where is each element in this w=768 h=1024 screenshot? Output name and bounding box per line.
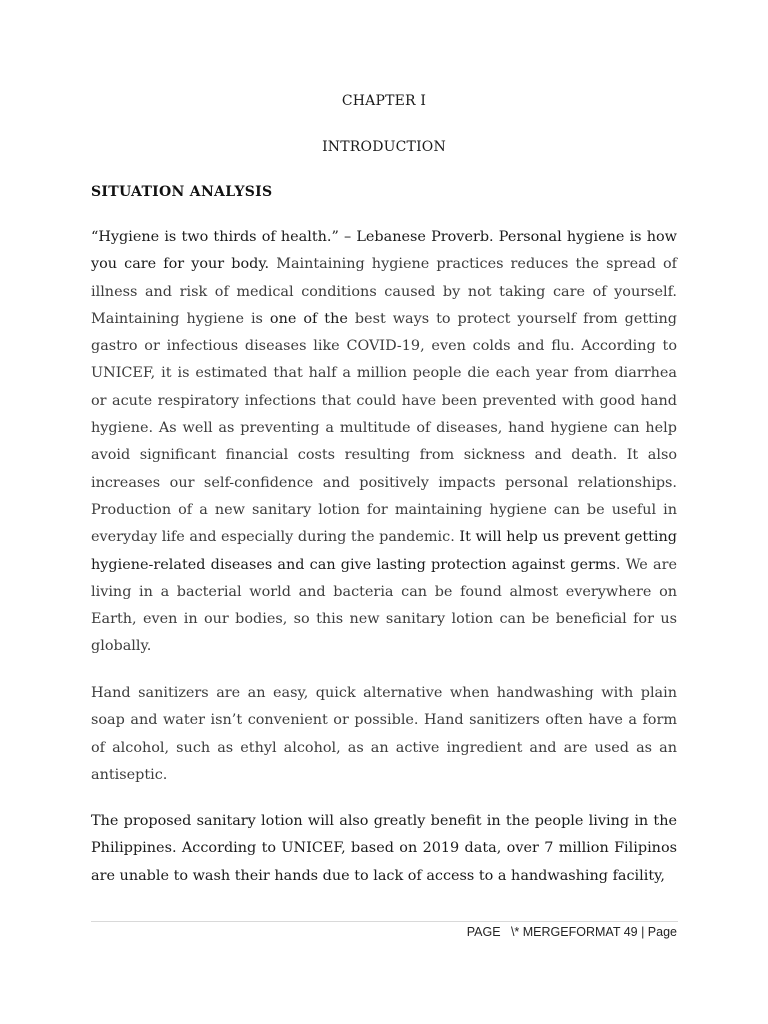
paragraph-1-part-2: Maintaining hygiene practices reduces the spread of illness and risk of medical conditions caused by not taking care of yourself. Maintaining hygiene is xyxy=(91,256,677,327)
paragraph-1-part-3: one of the xyxy=(269,310,348,327)
paragraph-situation xyxy=(91,224,677,661)
page-footer: PAGE \* MERGEFORMAT 49 | Page xyxy=(466,925,677,939)
paragraph-philippines: The proposed sanitary lotion will also greatly benefit in the people living in the Philippines. According to UNICEF, based on 2019 data, over 7 million Filipinos are unable to wash their hands due to lack of access to a handwashing facility, xyxy=(91,813,677,884)
section-heading: SITUATION ANALYSIS xyxy=(91,184,273,200)
paragraph-1-part-5: It will help us prevent getting hygiene-related diseases and can give lasting protection against germs xyxy=(91,529,677,573)
paragraph-1-part-6: . We are living in a bacterial world and bacteria can be found almost everywhere on Earth, even in our bodies, so this new sanitary lotion can be beneficial for us globally. xyxy=(91,556,677,655)
footer-divider xyxy=(91,921,678,922)
chapter-title: INTRODUCTION xyxy=(322,139,446,155)
paragraph-1-part-4: best ways to protect yourself from getting gastro or infectious diseases like COVID-19, even colds and flu. According to UNICEF, it is estimated that half a million people die each year from diarrhea or acute respiratory infections that could have been prevented with good hand hygiene. As well as preventing a multitude of diseases, hand hygiene can help avoid significant financial costs resulting from sickness and death. It also increases our self-confidence and positively impacts personal relationships. Production of a new sanitary lotion for maintaining hygiene can be useful in everyday life and especially during the pandemic. xyxy=(91,310,677,546)
paragraph-1-part-1: “Hygiene is two thirds of health.” – Lebanese Proverb. Personal hygiene is how you care for your body. xyxy=(91,229,677,273)
paragraph-hand-sanitizers: Hand sanitizers are an easy, quick alternative when handwashing with plain soap and water isn’t convenient or possible. Hand sanitizers often have a form of alcohol, such as ethyl alcohol, as an active ingredient and are used as an antiseptic. xyxy=(91,685,677,783)
chapter-label: CHAPTER I xyxy=(341,93,427,109)
